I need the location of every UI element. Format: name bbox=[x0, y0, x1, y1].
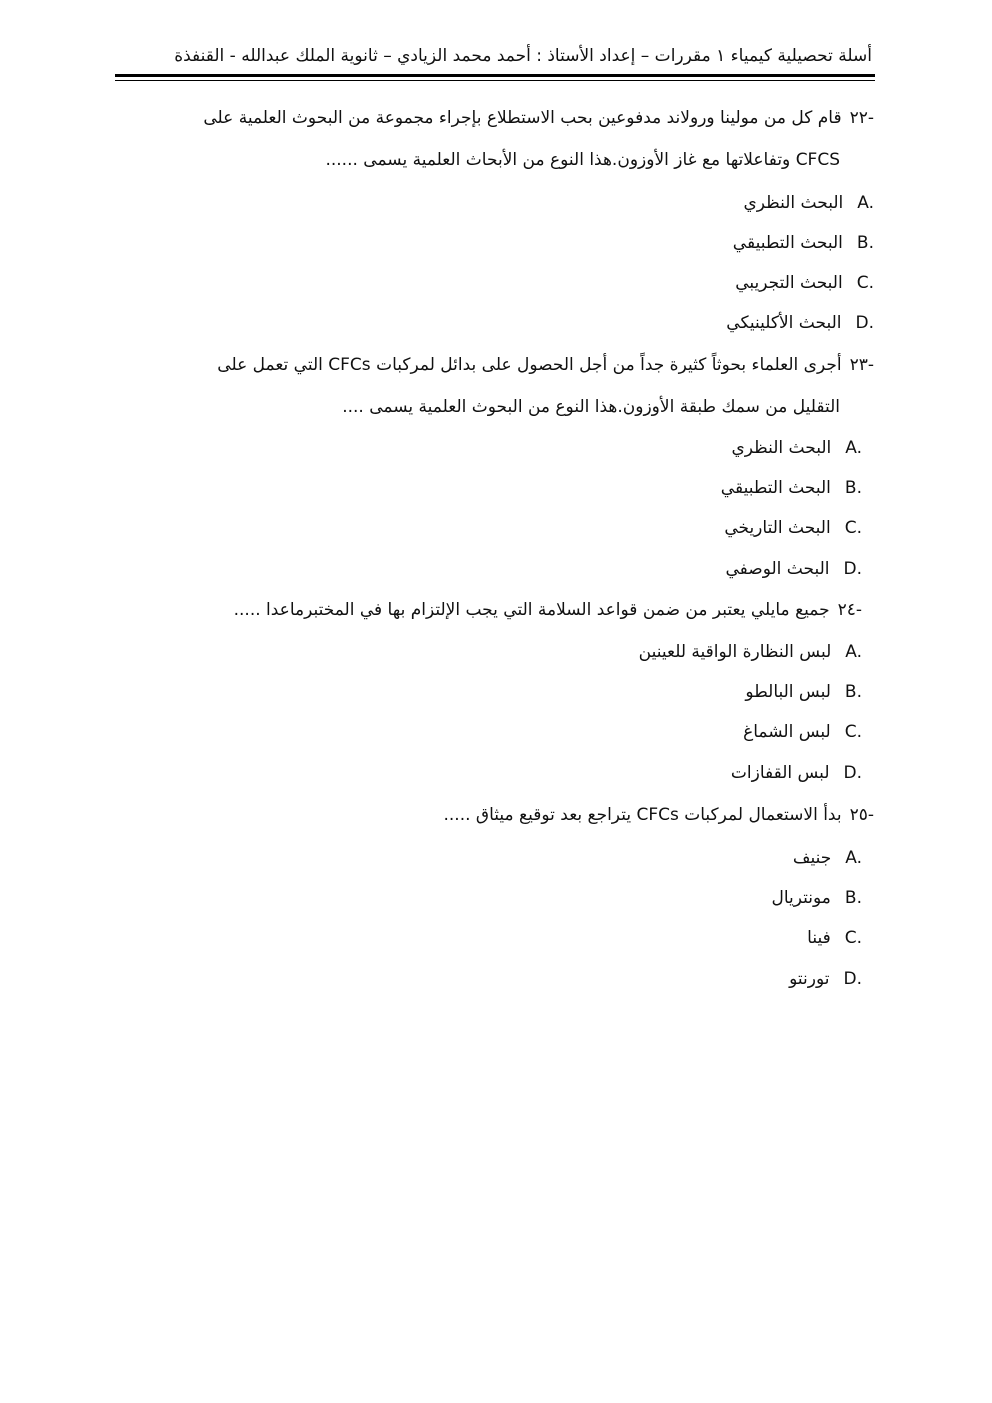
option-text: البحث التجريبي bbox=[735, 273, 843, 293]
question-25-line-1 bbox=[443, 805, 874, 825]
question-number: -٢٢ bbox=[849, 108, 874, 128]
question-number: -٢٤ bbox=[837, 600, 862, 620]
question-24-line-1 bbox=[234, 600, 862, 620]
question-text: بدأ الاستعمال لمركبات CFCs يتراجع بعد توقيع ميثاق ..... bbox=[443, 805, 842, 825]
option-text: لبس النظارة الواقية للعينين bbox=[638, 642, 832, 662]
option-text: لبس الشماغ bbox=[743, 722, 831, 742]
option-letter: C. bbox=[856, 273, 874, 293]
question-23-option-b[interactable] bbox=[721, 478, 862, 498]
option-letter: B. bbox=[856, 233, 874, 253]
option-letter: D. bbox=[855, 313, 874, 333]
question-24-option-b[interactable] bbox=[745, 682, 862, 702]
option-text: فينا bbox=[807, 928, 831, 948]
header-divider bbox=[115, 74, 875, 81]
option-letter: C. bbox=[844, 518, 862, 538]
option-text: البحث الوصفي bbox=[725, 559, 830, 579]
question-24-option-c[interactable] bbox=[743, 722, 862, 742]
question-23-option-a[interactable] bbox=[731, 438, 862, 458]
option-text: البحث الأكلينيكي bbox=[726, 313, 842, 333]
question-25-option-c[interactable] bbox=[807, 928, 862, 948]
question-number: -٢٥ bbox=[849, 805, 874, 825]
option-text: لبس القفازات bbox=[730, 763, 830, 783]
question-22-option-c[interactable] bbox=[735, 273, 874, 293]
option-letter: B. bbox=[844, 888, 862, 908]
option-text: لبس البالطو bbox=[745, 682, 831, 702]
option-text: البحث التطبيقي bbox=[732, 233, 843, 253]
question-text: أجرى العلماء بحوثاً كثيرة جداً من أجل الحصول على بدائل لمركبات CFCs التي تعمل على bbox=[217, 355, 842, 375]
question-23-option-c[interactable] bbox=[724, 518, 862, 538]
question-25-option-a[interactable] bbox=[793, 848, 862, 868]
question-22-line-2: CFCS وتفاعلاتها مع غاز الأوزون.هذا النوع من الأبحاث العلمية يسمى ...... bbox=[325, 150, 840, 170]
option-letter: A. bbox=[857, 193, 874, 213]
option-text: البحث النظري bbox=[743, 193, 844, 213]
question-number: -٢٣ bbox=[849, 355, 874, 375]
question-23-line-2: التقليل من سمك طبقة الأوزون.هذا النوع من البحوث العلمية يسمى .... bbox=[342, 397, 840, 417]
option-letter: B. bbox=[844, 682, 862, 702]
option-text: تورنتو bbox=[789, 969, 830, 989]
page-header: أسلة تحصيلية كيمياء ١ مقررات – إعداد الأستاذ : أحمد محمد الزيادي – ثانوية الملك عبدالله - القنفذة bbox=[174, 46, 872, 66]
option-letter: D. bbox=[843, 559, 862, 579]
option-letter: C. bbox=[844, 722, 862, 742]
option-text: البحث النظري bbox=[731, 438, 832, 458]
option-letter: A. bbox=[845, 438, 862, 458]
question-24-option-a[interactable] bbox=[639, 642, 862, 662]
question-25-option-b[interactable] bbox=[772, 888, 862, 908]
option-text: مونتريال bbox=[771, 888, 831, 908]
option-text: البحث التطبيقي bbox=[720, 478, 831, 498]
question-22-option-a[interactable] bbox=[743, 193, 874, 213]
question-23-option-d[interactable] bbox=[726, 559, 863, 579]
question-22-line-1 bbox=[203, 108, 874, 128]
question-text: جميع مايلي يعتبر من ضمن قواعد السلامة التي يجب الإلتزام بها في المختبرماعدا ..... bbox=[233, 600, 830, 620]
option-letter: C. bbox=[844, 928, 862, 948]
question-22-option-b[interactable] bbox=[733, 233, 874, 253]
option-text: جنيف bbox=[792, 848, 832, 868]
question-25-option-d[interactable] bbox=[789, 969, 862, 989]
option-letter: D. bbox=[843, 763, 862, 783]
option-letter: A. bbox=[845, 848, 862, 868]
question-text: قام كل من مولينا ورولاند مدفوعين بحب الاستطلاع بإجراء مجموعة من البحوث العلمية على bbox=[203, 108, 842, 128]
option-letter: D. bbox=[843, 969, 862, 989]
option-letter: B. bbox=[844, 478, 862, 498]
question-24-option-d[interactable] bbox=[731, 763, 862, 783]
option-text: البحث التاريخي bbox=[724, 518, 831, 538]
question-22-option-d[interactable] bbox=[726, 313, 874, 333]
option-letter: A. bbox=[845, 642, 862, 662]
question-23-line-1 bbox=[217, 355, 874, 375]
